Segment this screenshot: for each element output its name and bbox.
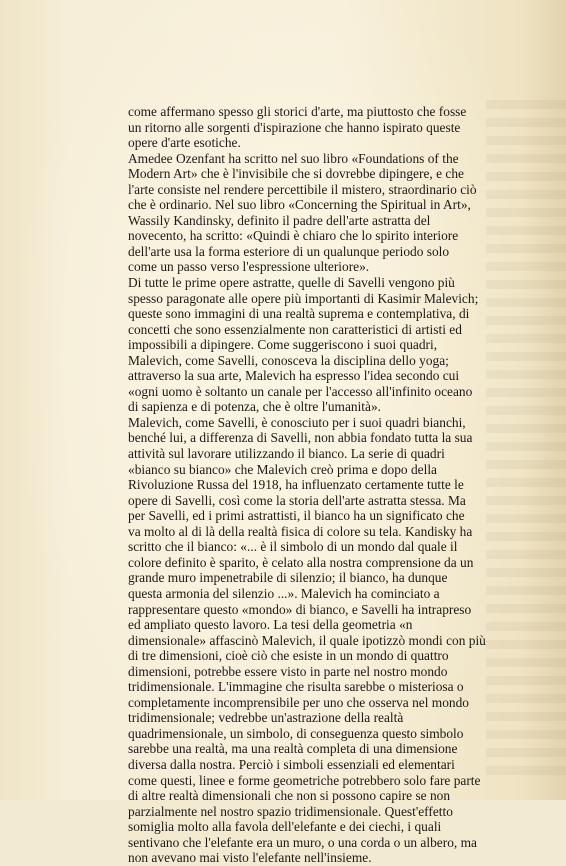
text-line: non avevano mai visto l'elefante nell'insieme. bbox=[128, 850, 372, 866]
text-line: di sapienza e di potenza, che è oltre l'umanità». bbox=[128, 399, 382, 415]
text-line: colore definito è sparito, è celato alla nostra comprensione da un bbox=[128, 554, 474, 570]
text-line: di tre dimensioni, cioè ciò che esiste in un mondo di quattro bbox=[128, 648, 449, 664]
text-line: un ritorno alle sorgenti d'ispirazione che hanno ispirato queste bbox=[128, 119, 461, 135]
text-line: dimensionale» affascinò Malevich, il quale ipotizzò mondi con più bbox=[128, 632, 486, 648]
text-line: ed ampliato questo lavoro. La tesi della geometria «n bbox=[128, 617, 413, 633]
text-line: questa armonia del silenzio ...». Malevich ha cominciato a bbox=[128, 585, 440, 601]
text-line: spesso paragonate alle opere più importanti di Kasimir Malevich; bbox=[128, 290, 479, 306]
text-line: rappresentare questo «mondo» di bianco, e Savelli ha intrapreso bbox=[128, 601, 472, 617]
text-line: «bianco su bianco» che Malevich creò prima e dopo della bbox=[128, 461, 437, 477]
text-line: grande muro impenetrabile di silenzio; il bianco, ha dunque bbox=[128, 570, 448, 586]
text-line: Malevich, come Savelli, conosceva la disciplina dello yoga; bbox=[128, 352, 449, 368]
text-line: Amedee Ozenfant ha scritto nel suo libro «Foundations of the bbox=[128, 150, 459, 166]
text-line: dimensioni, potrebbe essere visto in parte nel nostro mondo bbox=[128, 663, 448, 679]
text-line: sentivano che l'elefante era un muro, o una corda o un albero, ma bbox=[128, 834, 477, 850]
text-line: impossibili a dipingere. Come suggeriscono i suoi quadri, bbox=[128, 337, 438, 353]
body-text bbox=[128, 104, 528, 866]
text-line: dell'arte usa la forma esteriore di un qualunque periodo solo bbox=[128, 243, 450, 259]
text-line: opere d'arte esotiche. bbox=[128, 135, 241, 151]
text-line: diversa dalla nostra. Perciò i simboli essenziali ed elementari bbox=[128, 756, 455, 772]
text-line: che è ordinario. Nel suo libro «Concerning the Spiritual in Art», bbox=[128, 197, 471, 213]
text-line: Wassily Kandinsky, definito il padre dell'arte astratta del bbox=[128, 212, 431, 228]
text-line: novecento, ha scritto: «Quindi è chiaro che lo spirito interiore bbox=[128, 228, 459, 244]
text-line: attività sul lavorare utilizzando il bianco. La serie di quadri bbox=[128, 446, 445, 462]
text-line: come affermano spesso gli storici d'arte, ma piuttosto che fosse bbox=[128, 104, 467, 119]
text-line: l'arte consiste nel rendere percettibile il mistero, straordinario ciò bbox=[128, 181, 477, 197]
paragraph bbox=[128, 151, 528, 275]
text-line: come questi, linee e forme geometriche potrebbero solo fare parte bbox=[128, 772, 481, 788]
text-line: per Savelli, ed i primi astrattisti, il bianco ha un significato che bbox=[128, 508, 465, 524]
text-line: come un passo verso l'espressione ulteriore». bbox=[128, 259, 370, 275]
text-line: attraverso la sua arte, Malevich ha espresso l'idea secondo cui bbox=[128, 368, 460, 384]
text-line: Modern Art» che è l'invisibile che si dovrebbe dipingere, e che bbox=[128, 166, 464, 182]
text-line: tridimensionale; vedrebbe un'astrazione della realtà bbox=[128, 710, 404, 726]
paragraph bbox=[128, 104, 528, 151]
text-line: completamente incomprensibile per uno che osserva nel mondo bbox=[128, 694, 469, 710]
text-line: sarebbe una realtà, ma una realtà completa di una dimensione bbox=[128, 741, 458, 757]
text-line: benché lui, a differenza di Savelli, non abbia fondato tutta la sua bbox=[128, 430, 473, 446]
text-line: parzialmente nel nostro spazio tridimensionale. Quest'effetto bbox=[128, 803, 453, 819]
text-line: tridimensionale. L'immagine che risulta sarebbe o misteriosa o bbox=[128, 679, 464, 695]
text-line: somiglia molto alla favola dell'elefante e dei ciechi, i quali bbox=[128, 819, 442, 835]
text-line: Rivoluzione Russa del 1918, ha influenzato certamente tutte le bbox=[128, 477, 464, 493]
paragraph bbox=[128, 415, 528, 866]
text-line: concetti che sono essenzialmente non caratteristici di artisti ed bbox=[128, 321, 462, 337]
text-line: va molto al di là della realtà fisica di colore su tela. Kandisky ha bbox=[128, 523, 473, 539]
text-line: Di tutte le prime opere astratte, quelle di Savelli vengono più bbox=[128, 275, 455, 291]
text-line: scritto che il bianco: «... è il simbolo di un mondo dal quale il bbox=[128, 539, 458, 555]
paragraph bbox=[128, 275, 528, 415]
text-line: queste sono immagini di una realtà suprema e contemplativa, di bbox=[128, 306, 470, 322]
text-line: Malevich, come Savelli, è conosciuto per i suoi quadri bianchi, bbox=[128, 414, 466, 430]
text-line: quadrimensionale, un simbolo, di conseguenza questo simbolo bbox=[128, 725, 464, 741]
text-line: di altre realtà dimensionali che non si possono capire se non bbox=[128, 788, 451, 804]
text-line: opere di Savelli, così come la storia dell'arte astratta stessa. Ma bbox=[128, 492, 466, 508]
text-line: «ogni uomo è soltanto un canale per l'accesso all'infinito oceano bbox=[128, 383, 473, 399]
